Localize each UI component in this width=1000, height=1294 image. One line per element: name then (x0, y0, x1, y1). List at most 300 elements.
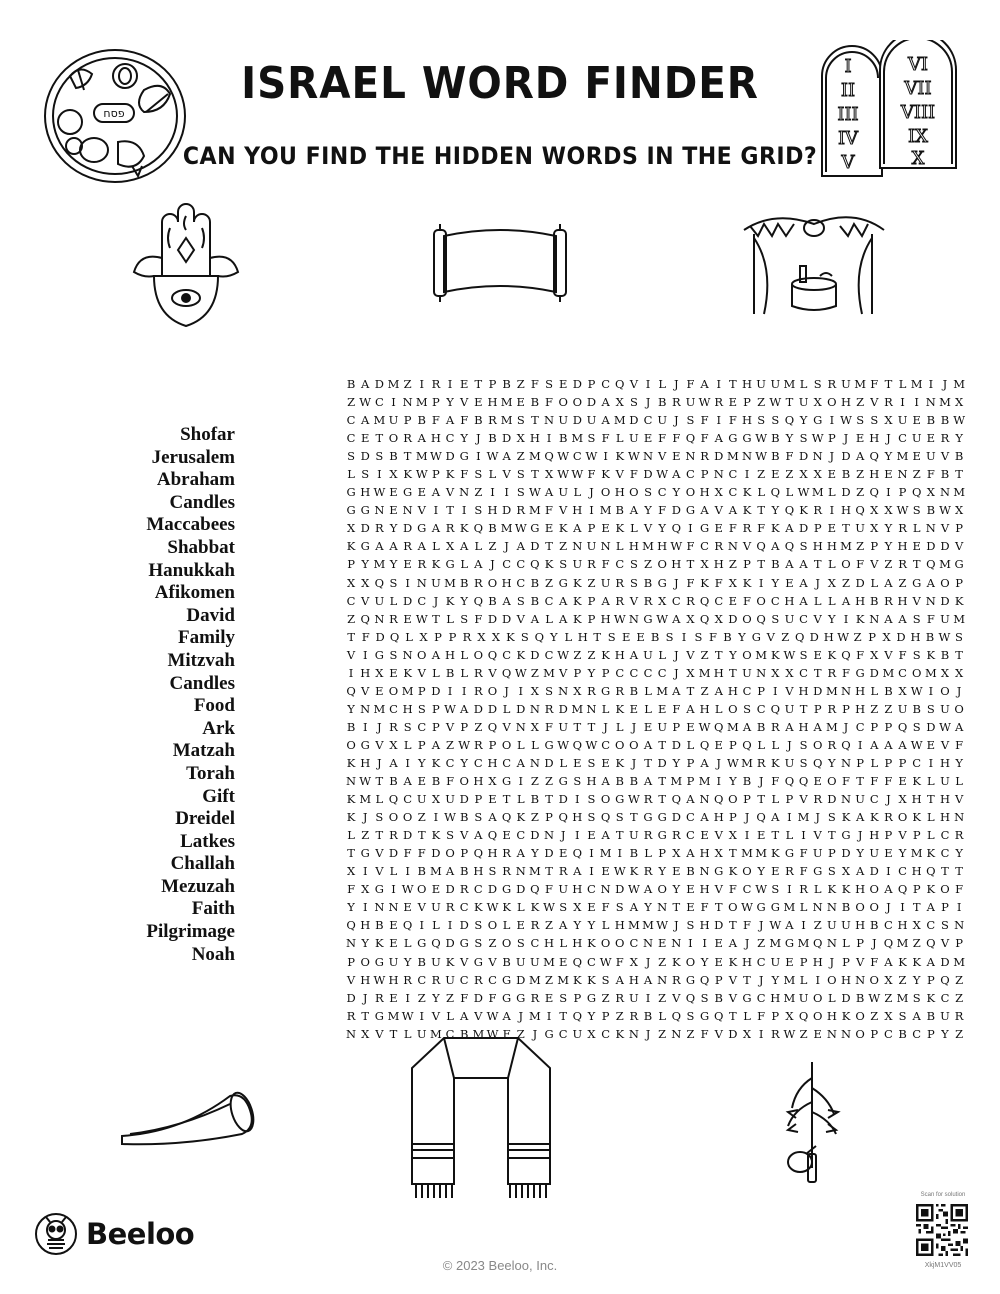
grid-letter: G (374, 954, 384, 969)
grid-row (344, 646, 966, 664)
grid-letter: S (559, 990, 568, 1005)
tablet-numeral: VI (907, 54, 929, 75)
grid-letter: Y (884, 539, 893, 554)
grid-letter: N (642, 936, 654, 951)
grid-letter: E (700, 828, 709, 843)
grid-letter: Y (432, 990, 440, 1005)
grid-letter: M (543, 665, 555, 680)
grid-letter: T (743, 972, 751, 987)
grid-letter: V (375, 737, 384, 752)
grid-letter: X (785, 665, 794, 680)
grid-letter: C (502, 755, 512, 770)
grid-letter: R (474, 665, 483, 680)
grid-letter: A (672, 467, 681, 482)
grid-letter: T (686, 683, 695, 698)
grid-letter: D (459, 792, 469, 807)
grid-letter: J (871, 936, 877, 951)
grid-letter: B (431, 774, 441, 789)
grid-letter: F (842, 665, 850, 680)
grid-row (344, 447, 966, 465)
grid-letter: D (530, 828, 540, 843)
grid-letter: O (728, 900, 738, 915)
grid-letter: U (572, 557, 583, 572)
word-list-item: Matzah (172, 740, 235, 762)
grid-letter: H (741, 413, 753, 428)
grid-letter: H (784, 593, 795, 608)
grid-letter: I (461, 503, 467, 518)
grid-letter: B (643, 1008, 653, 1023)
grid-letter: V (516, 611, 525, 626)
grid-letter: P (827, 431, 836, 446)
grid-letter: C (869, 792, 879, 807)
grid-letter: K (898, 954, 907, 969)
grid-letter: L (516, 737, 525, 752)
grid-letter: S (629, 575, 638, 590)
grid-letter: V (643, 521, 653, 536)
grid-letter: U (586, 413, 597, 428)
grid-letter: D (855, 575, 865, 590)
grid-row (344, 971, 966, 989)
grid-letter: V (375, 1026, 384, 1041)
grid-letter: U (897, 413, 908, 428)
grid-letter: Z (644, 557, 653, 572)
grid-letter: G (360, 539, 370, 554)
grid-letter: A (375, 539, 384, 554)
grid-letter: J (758, 774, 764, 789)
grid-letter: V (870, 395, 879, 410)
grid-letter: M (726, 719, 739, 734)
grid-letter: H (826, 1008, 837, 1023)
grid-letter: P (870, 719, 879, 734)
grid-letter: A (460, 1008, 469, 1023)
word-list-item: Dreidel (175, 808, 235, 830)
grid-letter: Q (501, 665, 512, 680)
grid-row (344, 519, 966, 537)
grid-letter: R (827, 665, 837, 680)
grid-letter: U (558, 485, 569, 500)
grid-letter: Q (671, 792, 682, 807)
grid-letter: U (416, 1026, 427, 1041)
grid-letter: L (347, 828, 355, 843)
grid-letter: M (741, 755, 753, 770)
grid-letter: W (430, 449, 442, 464)
grid-letter: I (716, 774, 721, 789)
grid-letter: Z (870, 1008, 879, 1023)
grid-letter: E (827, 467, 837, 482)
grid-letter: S (375, 449, 384, 464)
grid-letter: O (657, 557, 667, 572)
grid-letter: E (728, 593, 738, 608)
grid-letter: K (530, 900, 540, 915)
grid-letter: A (601, 774, 610, 789)
grid-letter: U (770, 954, 781, 969)
grid-letter: M (415, 395, 428, 410)
grid-letter: C (346, 593, 356, 608)
grid-letter: A (361, 377, 370, 391)
grid-letter: U (940, 701, 950, 716)
grid-letter: E (672, 864, 681, 879)
grid-letter: E (544, 521, 554, 536)
grid-letter: R (530, 918, 540, 933)
grid-letter: S (912, 647, 921, 662)
grid-letter: D (671, 503, 681, 518)
grid-letter: A (700, 377, 709, 391)
grid-letter: I (447, 683, 453, 698)
grid-row (344, 844, 966, 862)
grid-letter: W (486, 1008, 499, 1023)
grid-letter: O (855, 1026, 865, 1041)
grid-letter: M (854, 377, 867, 391)
grid-letter: H (360, 755, 371, 770)
grid-letter: G (403, 485, 413, 500)
grid-letter: W (444, 810, 456, 825)
grid-letter: C (417, 719, 427, 734)
grid-letter: K (403, 665, 412, 680)
grid-letter: M (755, 846, 768, 861)
grid-letter: Y (644, 900, 652, 915)
grid-letter: N (727, 539, 738, 554)
grid-letter: X (445, 539, 455, 554)
grid-letter: A (855, 449, 865, 464)
grid-letter: C (516, 575, 526, 590)
tablet-numeral: X (911, 148, 925, 169)
grid-letter: I (546, 1008, 552, 1023)
grid-letter: G (784, 936, 795, 951)
grid-letter: L (615, 719, 624, 734)
grid-letter: P (743, 395, 751, 410)
grid-letter: G (360, 503, 370, 518)
grid-letter: X (884, 413, 893, 428)
grid-letter: C (445, 755, 455, 770)
grid-letter: R (799, 882, 808, 897)
grid-letter: G (360, 737, 370, 752)
grid-letter: V (855, 954, 865, 969)
grid-letter: I (886, 864, 891, 879)
grid-letter: D (798, 449, 809, 464)
grid-letter: M (726, 449, 739, 464)
grid-letter: Q (473, 521, 484, 536)
grid-letter: V (728, 990, 738, 1005)
grid-letter: P (587, 377, 596, 391)
grid-letter: O (417, 882, 427, 897)
grid-letter: K (474, 900, 483, 915)
grid-letter: K (573, 575, 582, 590)
grid-letter: F (700, 1026, 709, 1041)
grid-letter: H (614, 647, 625, 662)
grid-letter: H (855, 701, 866, 716)
grid-letter: G (558, 774, 568, 789)
grid-letter: W (868, 990, 881, 1005)
grid-letter: C (615, 665, 625, 680)
grid-letter: D (940, 539, 950, 554)
grid-letter: C (643, 665, 653, 680)
grid-letter: S (587, 810, 596, 825)
grid-letter: X (898, 792, 907, 807)
grid-letter: S (629, 557, 638, 572)
grid-letter: B (558, 431, 568, 446)
grid-letter: G (417, 521, 427, 536)
grid-letter: J (942, 377, 948, 391)
grid-letter: O (657, 882, 667, 897)
grid-letter: T (955, 647, 963, 662)
grid-letter: E (813, 774, 822, 789)
grid-letter: P (347, 557, 355, 572)
grid-letter: I (702, 936, 707, 951)
grid-letter: P (743, 792, 751, 807)
grid-letter: S (474, 936, 483, 951)
grid-letter: O (600, 936, 611, 951)
grid-letter: J (645, 1026, 651, 1041)
grid-letter: E (686, 882, 695, 897)
grid-letter: U (940, 1008, 950, 1023)
grid-letter: H (657, 539, 668, 554)
grid-letter: S (771, 413, 780, 428)
grid-letter: D (445, 936, 455, 951)
grid-letter: J (673, 647, 679, 662)
grid-letter: Q (798, 1008, 809, 1023)
grid-letter: Y (672, 882, 681, 897)
grid-row (344, 826, 966, 844)
grid-letter: P (884, 828, 893, 843)
grid-letter: P (432, 467, 440, 482)
tablet-numeral: III (837, 104, 859, 125)
grid-letter: J (857, 828, 863, 843)
qr-code-icon[interactable] (916, 1204, 968, 1256)
grid-letter: E (558, 377, 568, 391)
grid-letter: O (812, 990, 823, 1005)
grid-letter: N (346, 774, 357, 789)
grid-letter: I (645, 990, 651, 1005)
grid-letter: K (615, 449, 625, 464)
grid-letter: W (698, 719, 711, 734)
grid-letter: H (487, 755, 498, 770)
grid-letter: M (529, 449, 541, 464)
grid-letter: G (728, 431, 738, 446)
grid-letter: P (813, 701, 822, 716)
grid-letter: F (672, 701, 681, 716)
grid-letter: W (953, 413, 966, 428)
grid-letter: N (515, 864, 526, 879)
grid-letter: Y (912, 972, 921, 987)
grid-letter: S (665, 629, 674, 644)
grid-letter: H (445, 647, 456, 662)
grid-letter: T (531, 467, 539, 482)
grid-letter: Z (781, 629, 790, 644)
grid-letter: C (756, 701, 766, 716)
grid-letter: E (389, 990, 398, 1005)
grid-letter: T (771, 828, 780, 843)
grid-letter: K (728, 864, 738, 879)
grid-letter: I (589, 503, 594, 518)
grid-letter: R (474, 737, 483, 752)
grid-letter: C (544, 593, 554, 608)
grid-letter: J (744, 810, 750, 825)
grid-letter: Z (545, 774, 554, 789)
grid-letter: M (430, 864, 442, 879)
grid-letter: R (954, 1008, 964, 1023)
grid-letter: R (954, 828, 964, 843)
grid-letter: V (629, 593, 639, 608)
grid-letter: H (741, 377, 753, 391)
grid-letter: W (627, 882, 640, 897)
grid-letter: S (827, 810, 836, 825)
grid-letter: S (799, 737, 808, 752)
word-list-item: Jerusalem (151, 446, 235, 468)
grid-letter: H (529, 431, 540, 446)
grid-letter: R (813, 503, 823, 518)
grid-letter: Z (898, 575, 907, 590)
grid-letter: F (700, 431, 709, 446)
grid-letter: J (433, 593, 439, 608)
grid-letter: G (770, 900, 780, 915)
grid-letter: Z (658, 990, 667, 1005)
grid-letter: F (870, 774, 879, 789)
grid-letter: G (643, 810, 653, 825)
grid-letter: E (714, 737, 723, 752)
grid-letter: E (643, 719, 653, 734)
grid-letter: B (530, 395, 540, 410)
grid-letter: W (656, 611, 669, 626)
grid-letter: F (926, 611, 935, 626)
grid-letter: Y (828, 755, 836, 770)
grid-letter: W (670, 539, 683, 554)
grid-letter: X (700, 557, 709, 572)
grid-letter: F (898, 647, 907, 662)
grid-letter: H (713, 810, 724, 825)
grid-row (344, 862, 966, 880)
grid-letter: A (912, 1008, 921, 1023)
grid-letter: L (460, 557, 469, 572)
grid-letter: L (573, 485, 582, 500)
grid-letter: G (544, 1026, 554, 1041)
grid-letter: O (728, 792, 738, 807)
grid-letter: E (926, 431, 936, 446)
shofar-illustration (118, 1088, 270, 1146)
hamsa-illustration (130, 198, 242, 330)
grid-letter: F (474, 611, 483, 626)
grid-letter: N (586, 701, 597, 716)
grid-letter: Q (699, 972, 710, 987)
grid-letter: A (643, 882, 653, 897)
word-list-item: Torah (186, 762, 235, 784)
grid-letter: W (543, 900, 555, 915)
grid-letter: P (884, 755, 893, 770)
grid-letter: D (841, 846, 851, 861)
grid-letter: B (870, 918, 879, 933)
grid-letter: F (728, 882, 737, 897)
grid-letter: B (926, 503, 936, 518)
grid-letter: X (955, 395, 964, 410)
grid-letter: S (912, 990, 921, 1005)
grid-letter: B (714, 990, 723, 1005)
grid-letter: F (884, 774, 893, 789)
grid-letter: S (516, 413, 525, 428)
grid-letter: T (912, 557, 921, 572)
grid-letter: I (688, 521, 693, 536)
grid-letter: E (686, 900, 695, 915)
grid-letter: O (742, 647, 752, 662)
grid-letter: X (491, 629, 501, 644)
grid-letter: O (869, 900, 879, 915)
grid-letter: K (601, 467, 610, 482)
grid-letter: M (373, 413, 386, 428)
grid-letter: P (799, 954, 808, 969)
grid-letter: U (629, 990, 639, 1005)
grid-letter: G (657, 575, 667, 590)
grid-letter: D (728, 1026, 738, 1041)
grid-letter: X (870, 521, 879, 536)
grid-letter: I (362, 647, 368, 662)
grid-letter: L (927, 774, 935, 789)
grid-letter: T (729, 377, 737, 391)
grid-letter: Z (757, 467, 766, 482)
grid-letter: L (474, 539, 483, 554)
grid-letter: Z (870, 701, 879, 716)
grid-row (344, 682, 966, 700)
grid-letter: I (617, 846, 623, 861)
grid-letter: W (797, 485, 810, 500)
grid-letter: R (671, 828, 681, 843)
grid-letter: F (545, 395, 554, 410)
grid-letter: A (785, 521, 794, 536)
grid-letter: N (402, 503, 413, 518)
grid-letter: F (615, 954, 624, 969)
grid-letter: V (445, 485, 455, 500)
grid-letter: Z (361, 828, 370, 843)
grid-letter: G (841, 828, 851, 843)
grid-letter: O (501, 936, 512, 951)
grid-letter: B (898, 1026, 907, 1041)
grid-letter: G (346, 503, 356, 518)
grid-letter: R (558, 864, 568, 879)
grid-letter: B (459, 575, 469, 590)
grid-letter: H (430, 431, 441, 446)
grid-letter: X (742, 1026, 752, 1041)
grid-letter: M (896, 936, 909, 951)
grid-letter: R (530, 990, 540, 1005)
grid-letter: M (924, 665, 937, 680)
grid-row (344, 989, 966, 1007)
grid-letter: K (827, 882, 837, 897)
grid-letter: Y (587, 665, 596, 680)
grid-letter: F (771, 774, 780, 789)
grid-letter: V (346, 647, 356, 662)
grid-letter: B (488, 521, 497, 536)
grid-letter: M (359, 792, 372, 807)
grid-letter: Y (757, 864, 765, 879)
grid-letter: P (870, 539, 879, 554)
grid-letter: H (727, 683, 738, 698)
grid-letter: V (417, 665, 426, 680)
grid-letter: C (601, 737, 610, 752)
grid-letter: H (628, 539, 639, 554)
grid-letter: D (431, 846, 441, 861)
grid-letter: O (940, 683, 950, 698)
grid-letter: N (388, 900, 399, 915)
grid-letter: A (516, 539, 525, 554)
grid-letter: J (631, 719, 637, 734)
grid-letter: O (459, 774, 469, 789)
grid-letter: P (714, 972, 723, 987)
grid-letter: W (359, 395, 372, 410)
grid-letter: A (502, 593, 511, 608)
grid-letter: Z (545, 918, 554, 933)
grid-letter: D (572, 377, 582, 391)
grid-letter: X (629, 954, 638, 969)
grid-letter: Y (941, 1026, 949, 1041)
grid-letter: A (672, 683, 681, 698)
grid-letter: H (572, 936, 583, 951)
